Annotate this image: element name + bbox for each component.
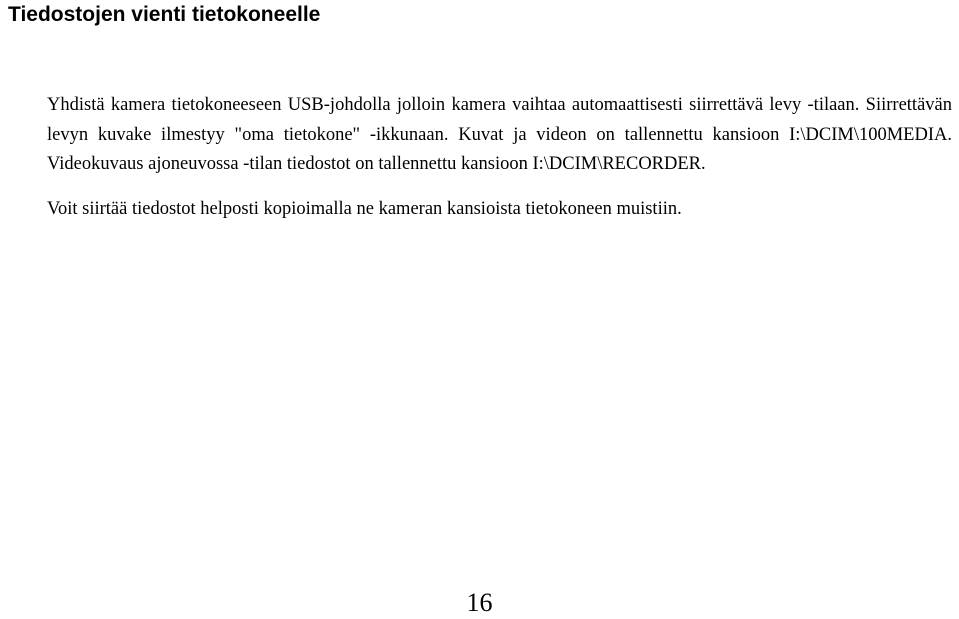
paragraph-usb-connection: Yhdistä kamera tietokoneeseen USB-johdolla jolloin kamera vaihtaa automaattisesti siirrettävä levy -tilaan. Siirrettävän levyn kuvake ilmestyy "oma tietokone" -ikkunaan. Kuvat ja videon on tallennettu kansioon I:\DCIM\100MEDIA. Videokuvaus ajoneuvossa -tilan tiedostot on tallennettu kansioon I:\DCIM\RECORDER. bbox=[47, 95, 952, 174]
page-title: Tiedostojen vienti tietokoneelle bbox=[8, 3, 321, 26]
page-number: 16 bbox=[466, 588, 493, 617]
body-text bbox=[47, 91, 952, 224]
paragraph-copy-files: Voit siirtää tiedostot helposti kopioimalla ne kameran kansioista tietokoneen muistiin. bbox=[47, 198, 682, 219]
